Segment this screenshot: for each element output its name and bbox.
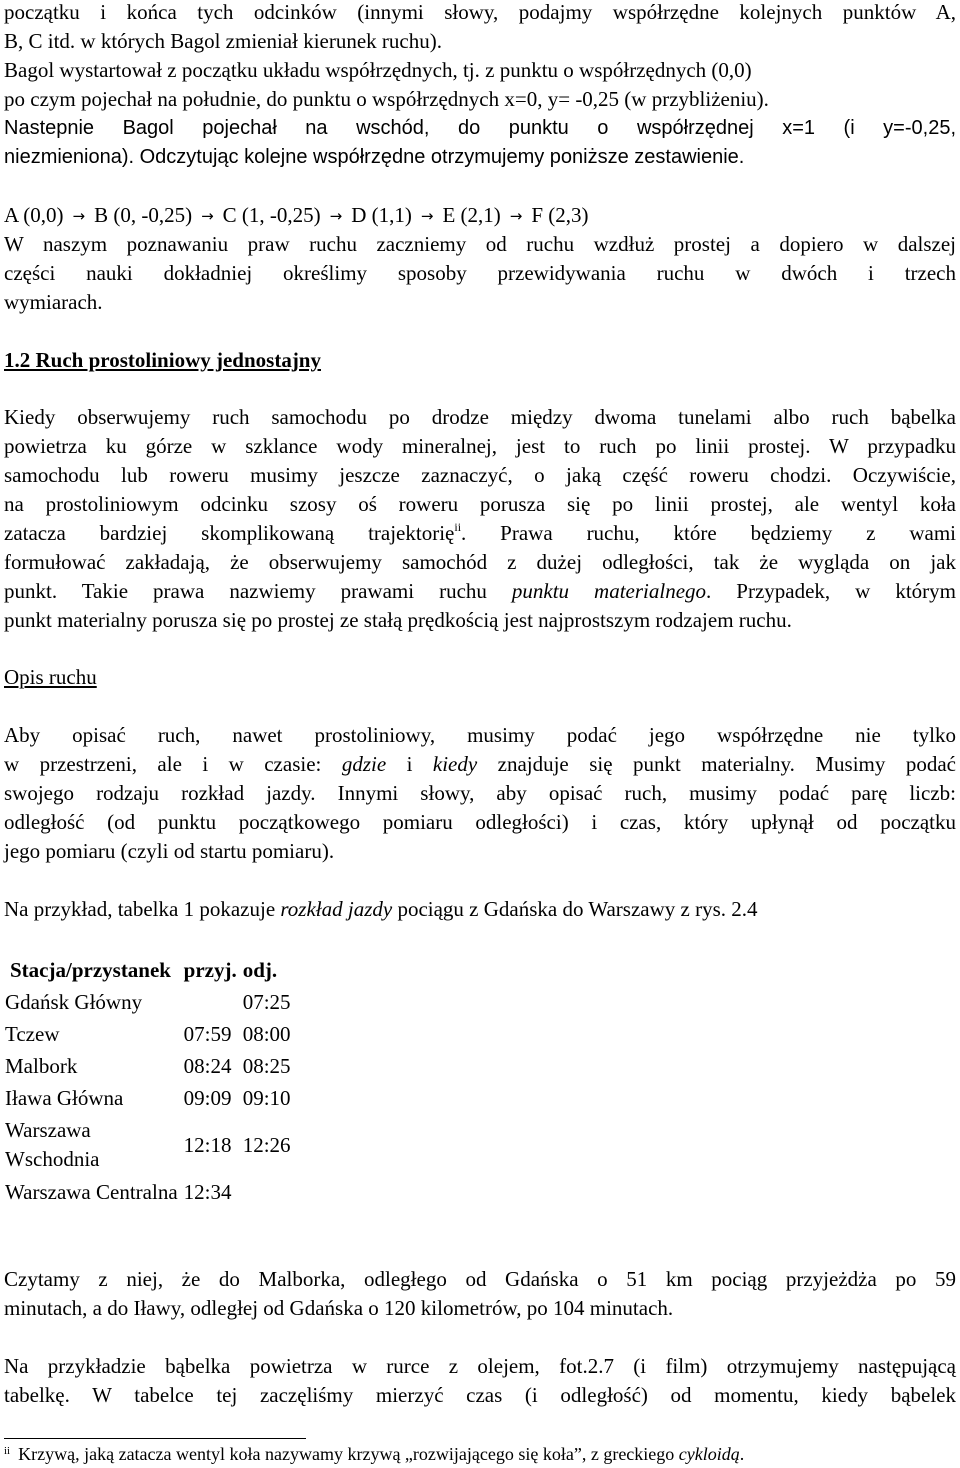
column-header: odj. xyxy=(242,957,278,982)
table-row xyxy=(2,1018,294,1050)
paragraph-line: początku i końca tych odcinków (innymi słowy, podajmy współrzędne kolejnych punktów A, xyxy=(4,0,956,24)
departure-cell: 08:00 xyxy=(242,1021,291,1046)
station-cell: Iława Główna xyxy=(5,1085,124,1110)
table-row xyxy=(2,1050,294,1082)
text-run: . Prawa ruchu, które będziemy z wami xyxy=(461,521,956,545)
footnote-text: . xyxy=(739,1444,745,1464)
text-run: punkt. Takie prawa nazwiemy prawami ruchu xyxy=(4,579,512,603)
text-run: znajduje się punkt materialny. Musimy podać xyxy=(477,752,956,776)
paragraph-line: punkt materialny porusza się po prostej ze stałą prędkością jest najprostszym rodzajem ruchu. xyxy=(4,608,792,632)
paragraph-line: na prostoliniowym odcinku szosy oś roweru porusza się po linii prostej, ale wentyl koła xyxy=(4,492,956,516)
subheading: Opis ruchu xyxy=(4,665,97,689)
paragraph-line xyxy=(4,577,956,606)
table-row xyxy=(2,1114,294,1176)
paragraph-line: Na przykładzie bąbelka powietrza w rurce z olejem, fot.2.7 (i film) otrzymujemy następującą xyxy=(4,1354,956,1378)
italic-term: gdzie xyxy=(341,752,387,776)
section-heading: 1.2 Ruch prostoliniowy jednostajny xyxy=(4,348,321,372)
point-b: B (0, -0,25) xyxy=(94,203,193,227)
arrival-cell: 12:34 xyxy=(183,1179,232,1204)
departure-cell: 08:25 xyxy=(242,1053,291,1078)
footnote-text: Krzywą, jaką zatacza wentyl koła nazywamy krzywą „rozwijającego się koła”, z greckiego xyxy=(18,1444,679,1464)
paragraph-line: wymiarach. xyxy=(4,290,103,314)
paragraph-line: powietrza ku górze w szklance wody mineralnej, jest to ruch po linii prostej. W przypadku xyxy=(4,434,956,458)
coordinate-sequence xyxy=(4,201,589,232)
station-cell: Malbork xyxy=(5,1053,78,1078)
station-cell: Tczew xyxy=(5,1021,60,1046)
paragraph-line: po czym pojechał na południe, do punktu o współrzędnych x=0, y= -0,25 (w przybliżeniu). xyxy=(4,87,769,111)
paragraph-line: W naszym poznawaniu praw ruchu zaczniemy od ruchu wzdłuż prostej a dopiero w dalszej xyxy=(4,232,956,256)
arrow-right-icon: → xyxy=(420,207,434,225)
paragraph-line xyxy=(4,895,758,924)
arrow-right-icon: → xyxy=(201,207,214,225)
paragraph-line: Nastepnie Bagol pojechał na wschód, do punktu o współrzędnej x=1 (i y=-0,25, xyxy=(4,117,956,139)
departure-cell: 09:10 xyxy=(242,1085,291,1110)
italic-term: rozkład jazdy xyxy=(280,897,393,921)
paragraph-line xyxy=(4,750,956,779)
paragraph-line: części nauki dokładniej określimy sposoby przewidywania ruchu w dwóch i trzech xyxy=(4,261,956,285)
column-header: przyj. xyxy=(183,957,237,982)
paragraph-line: jego pomiaru (czyli od startu pomiaru). xyxy=(4,839,335,863)
arrival-cell: 08:24 xyxy=(183,1053,232,1078)
arrow-right-icon: → xyxy=(509,207,523,225)
point-c: C (1, -0,25) xyxy=(222,203,321,227)
text-run: w przestrzeni, ale i w czasie: xyxy=(4,752,342,776)
station-name-line: Wschodnia xyxy=(5,1147,100,1171)
paragraph-line: Czytamy z niej, że do Malborka, odległego od Gdańska o 51 km pociąg przyjeżdża po 59 xyxy=(4,1267,956,1291)
arrow-right-icon: → xyxy=(329,207,343,225)
point-e: E (2,1) xyxy=(442,203,501,227)
paragraph-line: Kiedy obserwujemy ruch samochodu po drodze między dwoma tunelami albo ruch bąbelka xyxy=(4,405,956,429)
paragraph-line xyxy=(4,519,956,548)
paragraph-line: formułować zakładają, że obserwujemy samochód z dużej odległości, tak że wygląda on jak xyxy=(4,550,956,574)
timetable xyxy=(2,954,294,1208)
paragraph-line: samochodu lub roweru musimy jeszcze zaznaczyć, o jaką część roweru chodzi. Oczywiście, xyxy=(4,463,956,487)
departure-cell: 12:26 xyxy=(242,1132,291,1157)
arrival-cell xyxy=(181,986,240,1018)
paragraph-line: minutach, a do Iławy, odległej od Gdańska o 120 kilometrów, po 104 minutach. xyxy=(4,1296,674,1320)
arrival-cell: 12:18 xyxy=(183,1132,232,1157)
departure-cell: 07:25 xyxy=(242,989,291,1014)
table-header-row xyxy=(2,954,294,986)
arrival-cell: 09:09 xyxy=(183,1085,232,1110)
paragraph-line: B, C itd. w których Bagol zmieniał kierunek ruchu). xyxy=(4,29,442,53)
station-cell: Gdańsk Główny xyxy=(5,989,143,1014)
paragraph-line xyxy=(4,143,744,172)
point-d: D (1,1) xyxy=(351,203,412,227)
table-row xyxy=(2,986,294,1018)
text-run: pociągu z Gdańska do Warszawy z rys. 2.4 xyxy=(392,897,758,921)
table-row xyxy=(2,1082,294,1114)
column-header: Stacja/przystanek xyxy=(10,957,171,982)
text-run: zatacza bardziej skomplikowaną trajektorię xyxy=(4,521,455,545)
paragraph-line: odległość (od punktu początkowego pomiaru odległości) i czas, który upłynął od początku xyxy=(4,810,956,834)
table-row xyxy=(2,1176,294,1208)
departure-cell xyxy=(240,1176,294,1208)
station-cell xyxy=(2,1114,181,1176)
text-run: . Przypadek, w którym xyxy=(706,579,956,603)
paragraph-line: Aby opisać ruch, nawet prostoliniowy, musimy podać jego współrzędne nie tylko xyxy=(4,723,956,747)
paragraph-line: swojego rodzaju rozkład jazdy. Innymi słowy, aby opisać ruch, musimy podać parę liczb: xyxy=(4,781,956,805)
station-cell: Warszawa Centralna xyxy=(5,1179,178,1204)
footnote-divider xyxy=(4,1438,306,1439)
italic-term: kiedy xyxy=(432,752,478,776)
italic-term: cykloidą xyxy=(678,1444,740,1464)
footnote-marker: ii xyxy=(4,1445,11,1457)
arrow-right-icon: → xyxy=(72,207,86,225)
paragraph-line: Bagol wystartował z początku układu współrzędnych, tj. z punktu o współrzędnych (0,0) xyxy=(4,58,752,82)
point-a: A (0,0) xyxy=(4,203,64,227)
footnote-reference[interactable]: ii xyxy=(454,520,462,534)
arrival-cell: 07:59 xyxy=(183,1021,232,1046)
italic-term: punktu materialnego xyxy=(511,579,707,603)
text-run: Na przykład, tabelka 1 pokazuje xyxy=(4,897,281,921)
text-run: i xyxy=(386,752,433,776)
paragraph-line: tabelkę. W tabelce tej zaczęliśmy mierzyć czas (i odległość) od momentu, kiedy bąbelek xyxy=(4,1383,956,1407)
station-name-line: Warszawa xyxy=(5,1118,91,1142)
point-f: F (2,3) xyxy=(531,203,589,227)
footnote xyxy=(4,1442,744,1466)
text-run: niezmieniona). Odczytując kolejne współrzędne otrzymujemy poniższe zestawienie. xyxy=(4,146,745,168)
